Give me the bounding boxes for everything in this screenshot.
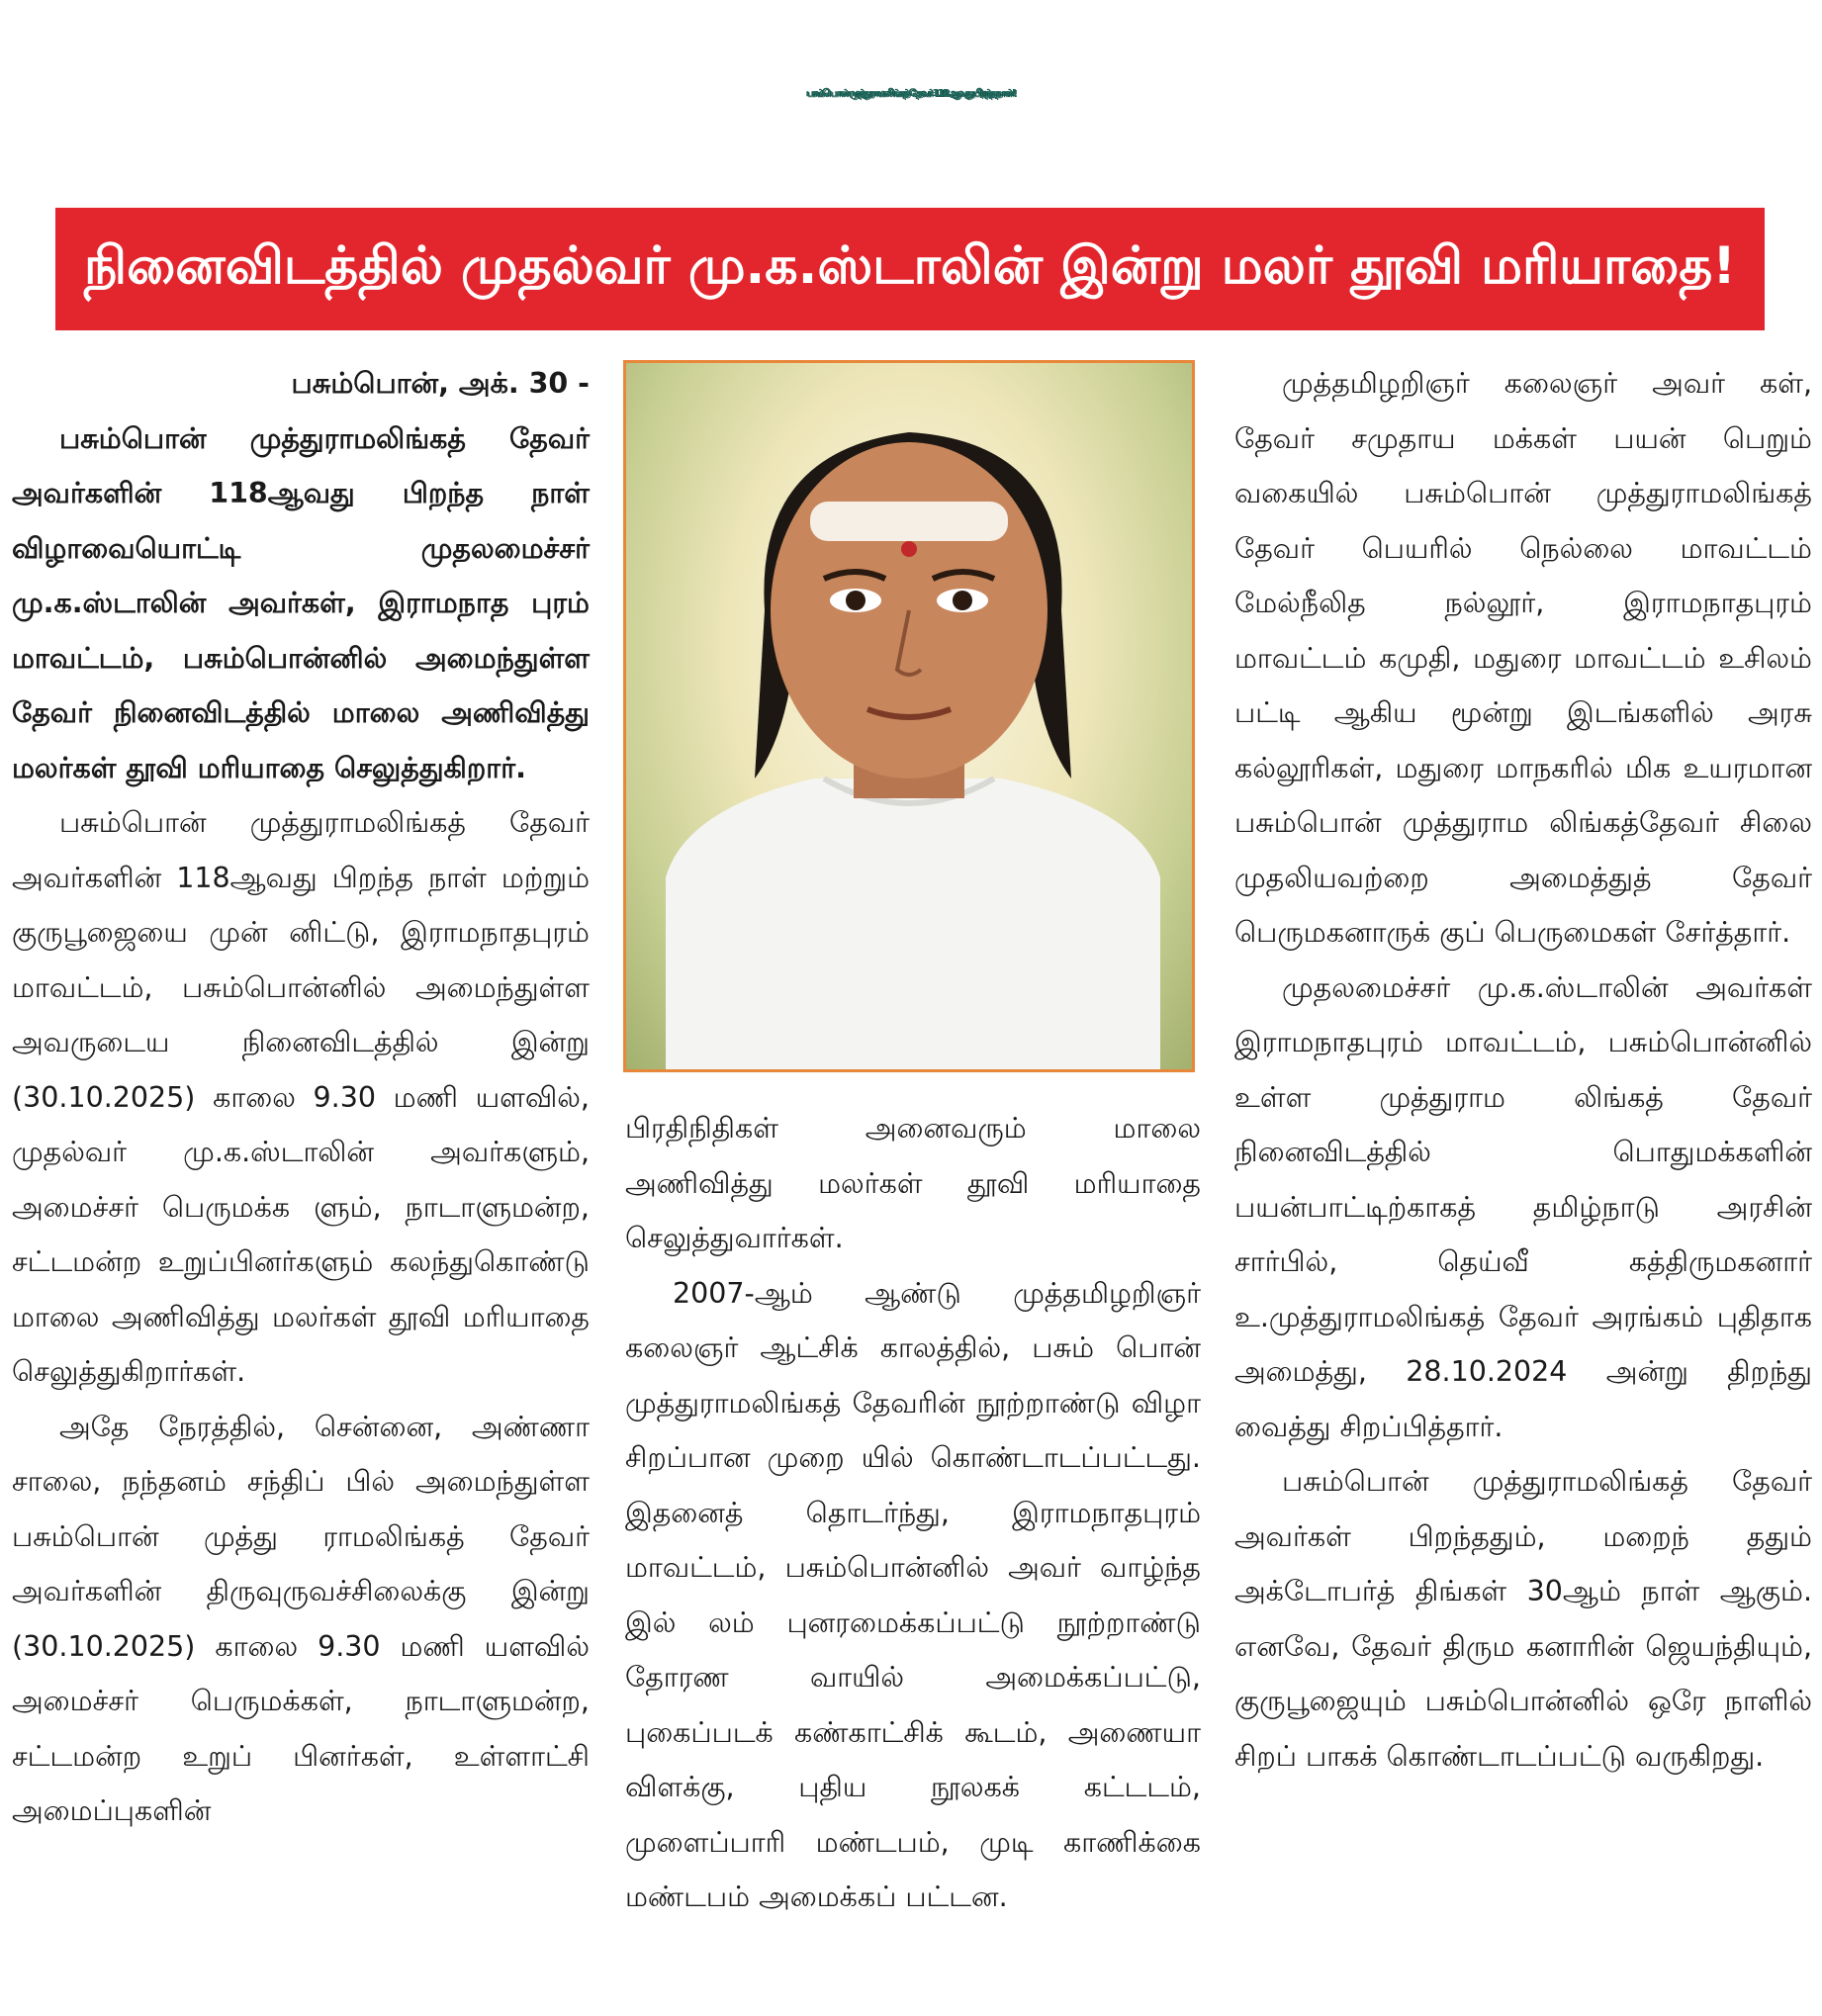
portrait-illustration [626, 363, 1192, 1069]
article-column-2 [625, 1101, 1201, 1925]
subheadline-text: நினைவிடத்தில் முதல்வர் மு.க.ஸ்டாலின் இன்று மலர் தூவி மரியாதை! [84, 235, 1736, 296]
paragraph: அதே நேரத்தில், சென்னை, அண்ணா சாலை, நந்தனம் சந்திப் பில் அமைந்துள்ள பசும்பொன் முத்து ராமலிங்கத் தேவர் அவர்களின் திருவுருவச்சிலைக்கு இன்று (30.10.2025) காலை 9.30 மணி யளவில் அமைச்சர் பெருமக்கள், நாடாளுமன்ற, சட்டமன்ற உறுப் பினர்கள், உள்ளாட்சி அமைப்புகளின் [12, 1410, 590, 1827]
subheadline-banner [55, 208, 1765, 330]
dateline: பசும்பொன், அக். 30 - [291, 367, 590, 400]
lead-paragraph: பசும்பொன் முத்துராமலிங்கத் தேவர் அவர்களின் 118ஆவது பிறந்த நாள் விழாவையொட்டி முதலமைச்சர் மு.க.ஸ்டாலின் அவர்கள், இராமநாத புரம் மாவட்டம், பசும்பொன்னில் அமைந்துள்ள தேவர் நினைவிடத்தில் மாலை அணிவித்து மலர்கள் தூவி மரியாதை செலுத்துகிறார். [12, 421, 590, 784]
paragraph: முதலமைச்சர் மு.க.ஸ்டாலின் அவர்கள் இராமநாதபுரம் மாவட்டம், பசும்பொன்னில் உள்ள முத்துராம லிங்கத் தேவர் நினைவிடத்தில் பொதுமக்களின் பயன்பாட்டிற்காகத் தமிழ்நாடு அரசின் சார்பில், தெய்வீ கத்திருமகனார் உ.முத்துராமலிங்கத் தேவர் அரங்கம் புதிதாக அமைத்து, 28.10.2024 அன்று திறந்து வைத்து சிறப்பித்தார். [1234, 970, 1812, 1443]
headline: பசும்பொன் முத்துராமலிங்கத் தேவர் 118ஆவது பிறந்த நாள்! [806, 88, 1016, 99]
paragraph-continued: பிரதிநிதிகள் அனைவரும் மாலை அணிவித்து மலர்கள் தூவி மரியாதை செலுத்துவார்கள். [625, 1112, 1201, 1254]
article-column-1 [12, 356, 590, 1839]
article-column-3 [1234, 356, 1812, 1784]
paragraph: பசும்பொன் முத்துராமலிங்கத் தேவர் அவர்களின் 118ஆவது பிறந்த நாள் மற்றும் குருபூஜையை முன் னிட்டு, இராமநாதபுரம் மாவட்டம், பசும்பொன்னில் அமைந்துள்ள அவருடைய நினைவிடத்தில் இன்று (30.10.2025) காலை 9.30 மணி யளவில், முதல்வர் மு.க.ஸ்டாலின் அவர்களும், அமைச்சர் பெருமக்க ளும், நாடாளுமன்ற, சட்டமன்ற உறுப்பினர்களும் கலந்துகொண்டு மாலை அணிவித்து மலர்கள் தூவி மரியாதை செலுத்துகிறார்கள். [12, 806, 590, 1388]
paragraph: பசும்பொன் முத்துராமலிங்கத் தேவர் அவர்கள் பிறந்ததும், மறைந் ததும் அக்டோபர்த் திங்கள் 30ஆம் நாள் ஆகும். எனவே, தேவர் திரும கனாரின் ஜெயந்தியும், குருபூஜையும் பசும்பொன்னில் ஒரே நாளில் சிறப் பாகக் கொண்டாடப்பட்டு வருகிறது. [1234, 1465, 1812, 1773]
paragraph: 2007-ஆம் ஆண்டு முத்தமிழறிஞர் கலைஞர் ஆட்சிக் காலத்தில், பசும் பொன் முத்துராமலிங்கத் தேவரின் நூற்றாண்டு விழா சிறப்பான முறை யில் கொண்டாடப்பட்டது. இதனைத் தொடர்ந்து, இராமநாதபுரம் மாவட்டம், பசும்பொன்னில் அவர் வாழ்ந்த இல் லம் புனரமைக்கப்பட்டு நூற்றாண்டு தோரண வாயில் அமைக்கப்பட்டு, புகைப்படக் கண்காட்சிக் கூடம், அணையா விளக்கு, புதிய நூலகக் கட்டடம், முளைப்பாரி மண்டபம், முடி காணிக்கை மண்டபம் அமைக்கப் பட்டன. [625, 1276, 1201, 1913]
paragraph: முத்தமிழறிஞர் கலைஞர் அவர் கள், தேவர் சமுதாய மக்கள் பயன் பெறும் வகையில் பசும்பொன் முத்துராமலிங்கத் தேவர் பெயரில் நெல்லை மாவட்டம் மேல்நீலித நல்லூர், இராமநாதபுரம் மாவட்டம் கமுதி, மதுரை மாவட்டம் உசிலம் பட்டி ஆகிய மூன்று இடங்களில் அரசு கல்லூரிகள், மதுரை மாநகரில் மிக உயரமான பசும்பொன் முத்துராம லிங்கத்தேவர் சிலை முதலியவற்றை அமைத்துத் தேவர் பெருமகனாருக் குப் பெருமைகள் சேர்த்தார். [1234, 367, 1812, 949]
portrait-photo [623, 360, 1195, 1072]
